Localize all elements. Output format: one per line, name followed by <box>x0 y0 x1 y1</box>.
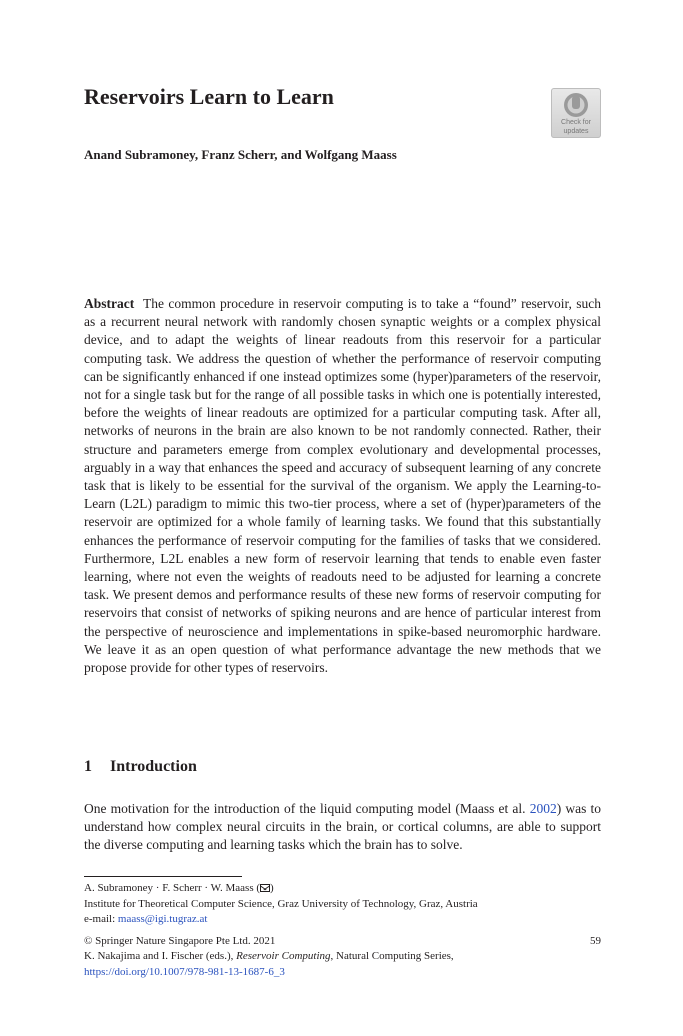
abstract <box>84 295 601 677</box>
copyright-line <box>84 934 601 950</box>
author-list: Anand Subramoney, Franz Scherr, and Wolfgang Maass <box>84 147 397 162</box>
email-link[interactable]: maass@igi.tugraz.at <box>117 913 208 925</box>
intro-paragraph <box>84 800 601 855</box>
envelope-icon <box>260 884 270 892</box>
footnote-rule <box>84 876 242 877</box>
editors-text: K. Nakajima and I. Fischer (eds.), <box>84 950 237 962</box>
copyright-text: © Springer Nature Singapore Pte Ltd. 2021 <box>84 934 276 947</box>
book-title: Reservoir Computing <box>236 950 331 962</box>
footnote <box>84 881 601 980</box>
footnote-authors <box>84 881 601 897</box>
intro-text-after: ) was to understand how complex neural circuits in the brain, or cortical columns, are able to support the diverse computing and learning tasks which the brain has to solve. <box>84 801 601 853</box>
footnote-affiliation: Institute for Theoretical Computer Science, Graz University of Technology, Graz, Austria <box>84 897 478 910</box>
footnote-email-line <box>84 912 601 928</box>
intro-text-before: One motivation for the introduction of the liquid computing model (Maass et al. <box>84 801 530 816</box>
check-for-updates-icon <box>563 92 589 118</box>
section-number: 1 <box>84 758 92 775</box>
email-label: e-mail: <box>84 913 118 925</box>
badge-line1: Check for <box>561 119 591 126</box>
section-heading <box>84 758 197 776</box>
abstract-text: The common procedure in reservoir computing is to take a “found” reservoir, such as a recurrent neural network with randomly chosen synaptic weights or a complex physical device, and to adapt the weights of linear readouts from this reservoir for a particular computing task. We address the question of whether the performance of reservoir computing can be significantly enhanced if one instead optimizes some (hyper)parameters of the reservoir, not for a single task but for the range of all possible tasks in which one is potentially interested, before the weights of linear readouts are optimized for a particular computing task. After all, networks of neurons in the brain are also known to be not randomly connected. Rather, their structure and parameters emerge from complex evolutionary and developmental processes, arguably in a way that enhances the speed and accuracy of subsequent learning of any concrete task that is likely to be essential for the survival of the organism. We apply the Learning-to-Learn (L2L) paradigm to mimic this two-tier process, where a set of (hyper)parameters of the reservoir are optimized for a whole family of learning tasks. We found that this substantially enhances the performance of reservoir computing for the families of tasks that we considered. Furthermore, L2L enables a new form of reservoir learning that tends to enable even faster learning, where not even the weights of readouts need to be adjusted for learning a concrete task. We present demos and performance results of these new forms of reservoir computing for reservoirs that consist of networks of spiking neurons and are hence of particular interest from the perspective of neuroscience and implementations in spike-based neuromorphic hardware. We leave it as an open question of what performance advantage the new methods that we propose provide for other types of reservoirs. <box>84 296 602 676</box>
badge-line2: updates <box>563 127 589 135</box>
book-citation <box>84 949 601 965</box>
citation-link[interactable]: 2002 <box>529 801 557 816</box>
doi-link[interactable]: https://doi.org/10.1007/978-981-13-1687-6_3 <box>84 965 285 978</box>
section-title: Introduction <box>110 758 197 775</box>
series-text: , Natural Computing Series, <box>330 950 454 962</box>
page-number: 59 <box>590 934 601 947</box>
check-for-updates-badge[interactable] <box>551 88 601 138</box>
chapter-title: Reservoirs Learn to Learn <box>84 84 334 109</box>
abstract-label: Abstract <box>84 296 135 311</box>
footnote-authors-end: ) <box>270 882 274 894</box>
footnote-authors-text: A. Subramoney · F. Scherr · W. Maass ( <box>84 882 261 894</box>
